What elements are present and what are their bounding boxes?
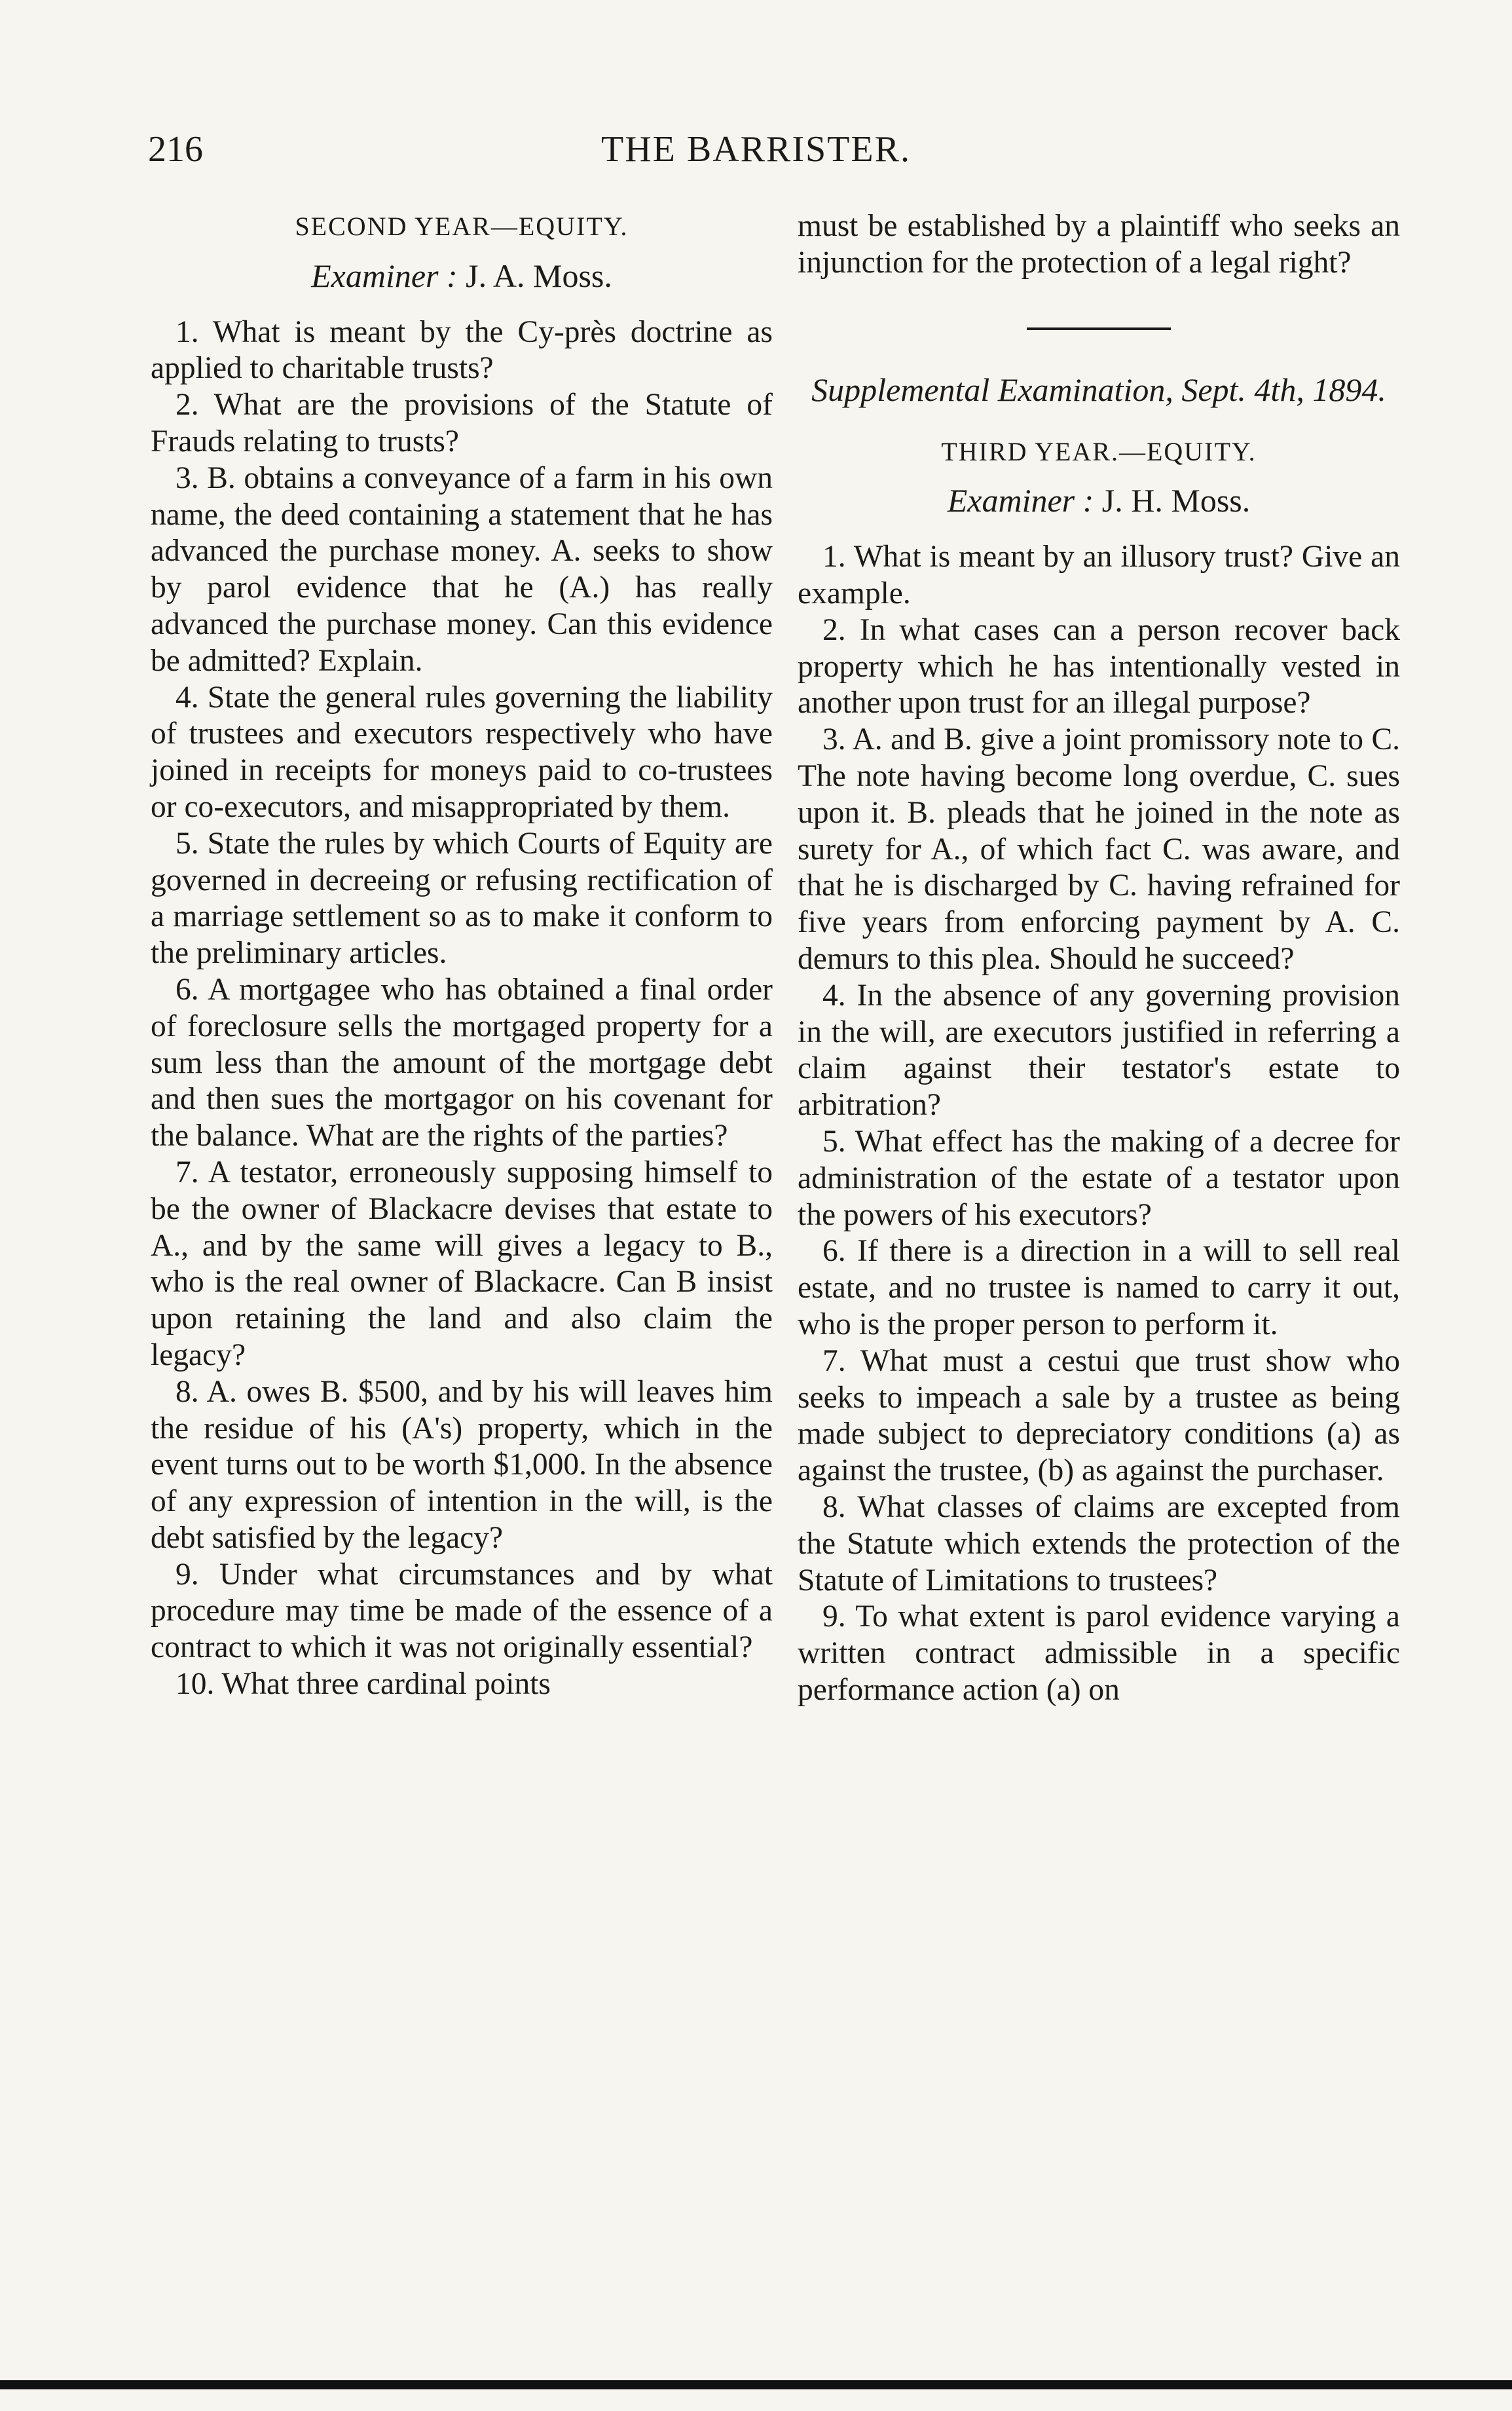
question-8: 8. What classes of claims are excepted from the Statute which extends the protection of the Statute of Limitations to trustees?	[798, 1489, 1400, 1598]
question-7: 7. What must a cestui que trust show who seeks to impeach a sale by a trustee as being made subject to depreciatory conditions (a) as against the trustee, (b) as against the purchaser.	[798, 1343, 1400, 1488]
question-6: 6. A mortgagee who has obtained a final order of foreclosure sells the mortgaged property for a sum less than the amount of the mortgage debt and then sues the mortgagor on his covenant for the balance. What are the rights of the parties?	[151, 972, 773, 1153]
page-number: 216	[148, 129, 203, 170]
question-1: 1. What is meant by the Cy-près doctrine as applied to charitable trusts?	[151, 314, 773, 386]
question-2: 2. In what cases can a person recover back property which he has intentionally vested in another upon trust for an illegal purpose?	[798, 612, 1400, 720]
question-4: 4. State the general rules governing the liability of trustees and executors respectively who have joined in receipts for moneys paid to co-trustees or co-executors, and misappropriated by them.	[151, 680, 773, 824]
examiner-line	[798, 483, 1400, 519]
examiner-label: Examiner :	[311, 257, 458, 294]
examiner-name: J. H. Moss.	[1101, 482, 1251, 519]
section-divider	[1027, 327, 1171, 330]
page-bottom-rule	[0, 2380, 1512, 2389]
question-9: 9. Under what circumstances and by what procedure may time be made of the essence of a contract to which it was not originally essential?	[151, 1557, 773, 1665]
supplemental-heading: Supplemental Examination, Sept. 4th, 1894.	[811, 371, 1386, 408]
section-title-second-year: SECOND YEAR—EQUITY.	[295, 212, 629, 241]
question-8: 8. A. owes B. $500, and by his will leaves him the residue of his (A's) property, which in the event turns out to be worth $1,000. In the absence of any expression of intention in the will, is the debt satisfied by the legacy?	[151, 1374, 773, 1555]
question-7: 7. A testator, erroneously supposing himself to be the owner of Blackacre devises that estate to A., and by the same will gives a legacy to B., who is the real owner of Blackacre. Can B insist upon retaining the land and also claim the legacy?	[151, 1155, 773, 1372]
question-2: 2. What are the provisions of the Statute of Frauds relating to trusts?	[151, 388, 773, 458]
question-9: 9. To what extent is parol evidence varying a written contract admissible in a specific performance action (a) on	[798, 1599, 1400, 1707]
question-5: 5. State the rules by which Courts of Equity are governed in decreeing or refusing rectification of a marriage settlement so as to make it conform to the preliminary articles.	[151, 826, 773, 971]
question-1: 1. What is meant by an illusory trust? Give an example.	[798, 540, 1400, 610]
examiner-line	[151, 258, 773, 295]
question-10: 10. What three cardinal points	[175, 1667, 551, 1702]
question-4: 4. In the absence of any governing provision in the will, are executors justified in referring a claim against their testator's estate to arbitration?	[798, 978, 1400, 1123]
right-column	[798, 208, 1400, 1709]
question-3: 3. B. obtains a conveyance of a farm in his own name, the deed containing a statement that he has advanced the purchase money. A. seeks to show by parol evidence that he (A.) has really advanced the purchase money. Can this evidence be admitted? Explain.	[151, 460, 773, 678]
running-title: THE BARRISTER.	[601, 129, 911, 170]
question-3: 3. A. and B. give a joint promissory note to C. The note having become long overdue, C. sues upon it. B. pleads that he joined in the note as surety for A., of which fact C. was aware, and that he is discharged by C. having refrained for five years from enforcing payment by A. C. demurs to this plea. Should he succeed?	[798, 722, 1400, 976]
section-title-third-year: THIRD YEAR.—EQUITY.	[941, 436, 1257, 466]
left-column	[151, 208, 773, 1703]
examiner-label: Examiner :	[947, 482, 1094, 519]
question-6: 6. If there is a direction in a will to sell real estate, and no trustee is named to carry it out, who is the proper person to perform it.	[798, 1234, 1400, 1341]
question-10-continuation: must be established by a plaintiff who seeks an injunction for the protection of a legal right?	[798, 209, 1400, 280]
question-5: 5. What effect has the making of a decree for administration of the estate of a testator upon the powers of his executors?	[798, 1124, 1400, 1232]
examiner-name: J. A. Moss.	[466, 257, 612, 294]
